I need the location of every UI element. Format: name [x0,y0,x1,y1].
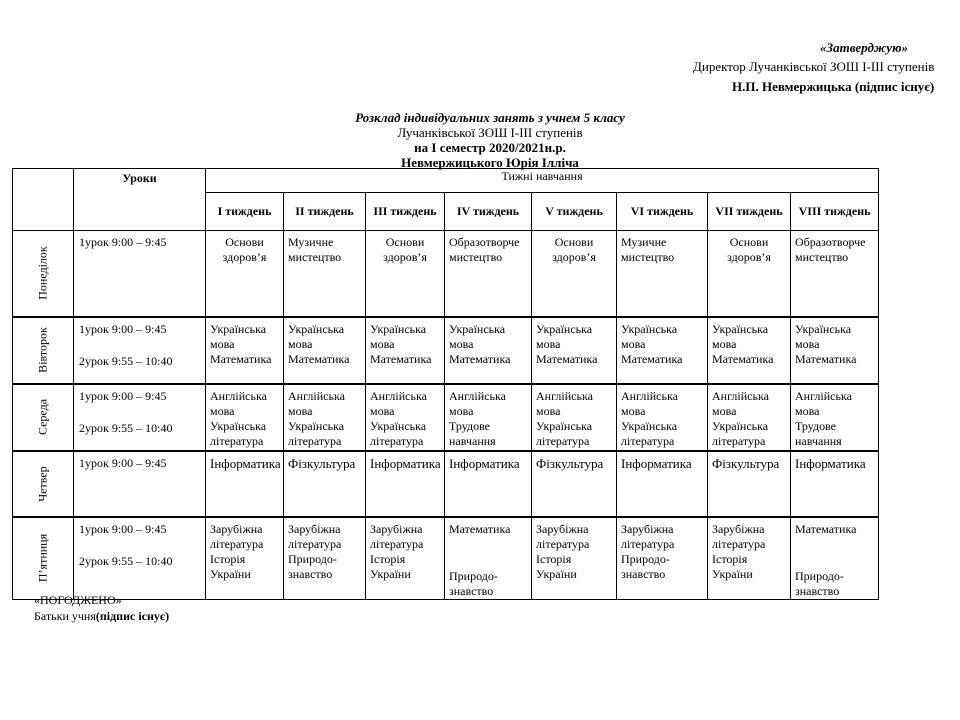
subject-cell [284,317,366,384]
subject-line: здоров’я [552,250,596,264]
subject-line: Математика [795,351,857,366]
agreed-title: «ПОГОДЖЕНО» [34,593,122,607]
lesson-1-time: 1урок 9:00 – 9:45 [79,521,167,536]
subject-line: Математика [712,351,774,366]
subject-line: Історія [370,551,406,566]
subject-line [536,471,616,486]
week-header-5: V тиждень [532,193,617,231]
subject-line: мова [795,336,820,351]
subject-line: Інформатика [449,455,520,471]
subject-line: література [288,433,342,448]
lesson-2-time: 2урок 9:55 – 10:40 [79,553,173,568]
subject-cell [791,231,879,317]
subject-cell [708,317,791,384]
subject-line: література [288,536,342,551]
approval-position: Директор Лучанківської ЗОШ І-ІІІ ступенів [693,59,935,74]
subject-line: Природо- [621,551,670,566]
day-name-cell [13,451,74,517]
subject-line: Зарубіжна [712,521,765,536]
subject-cell [708,384,791,451]
week-header-2: ІІ тиждень [284,193,366,231]
subject-cell [284,517,366,600]
lesson-2-time: 2урок 9:55 – 10:40 [79,420,173,435]
subject-cell [708,451,791,517]
subject-line: Математика [536,351,598,366]
lesson-1-time: 1урок 9:00 – 9:45 [79,235,167,249]
week-header-8: VІІІ тиждень [791,193,879,231]
subject-cell [366,517,445,600]
subject-line: Інформатика [621,455,692,471]
subject-line: Зарубіжна [210,521,263,536]
day-name-cell [13,317,74,384]
subject-line: Математика [449,351,511,366]
subject-line: здоров’я [383,250,427,264]
subject-cell [617,317,708,384]
subject-cell [532,517,617,600]
subject-line: Зарубіжна [536,521,589,536]
lesson-1-time: 1урок 9:00 – 9:45 [79,455,167,470]
subject-line: Образотворче [795,235,866,249]
subject-line: Математика [621,351,683,366]
lesson-times [74,451,206,517]
subject-cell [206,517,284,600]
subject-line: здоров’я [222,250,267,264]
subject-line: мова [449,403,474,418]
subject-line: України [210,566,251,581]
subject-line: Українська [712,321,769,336]
subject-line: Українська [621,418,678,433]
lesson-times [74,231,206,317]
subject-line [370,471,444,486]
heading-line-4: Невмержицького Юрія Ілліча [401,155,579,170]
subject-line: Англійська [536,388,593,403]
subject-line: мистецтво [795,250,849,264]
approval-title: «Затверджую» [820,40,909,55]
subject-line: України [370,566,411,581]
subject-line: література [370,433,424,448]
subject-line [621,471,707,486]
subject-line: Українська [795,321,852,336]
subject-line: література [621,536,675,551]
lessons-header: Уроки [74,169,206,231]
subject-cell [708,517,791,600]
schedule-table [12,168,879,600]
subject-line: мова [288,336,313,351]
lesson-times [74,384,206,451]
subject-cell [532,231,617,317]
subject-line: Інформатика [210,455,281,471]
subject-line: Природо- [288,551,337,566]
subject-line: Основи [554,235,594,249]
subject-line: Українська [288,418,345,433]
subject-line: Математика [795,521,857,536]
subject-line: Англійська [795,388,852,403]
subject-line: мова [536,403,561,418]
subject-line [621,367,707,382]
subject-line: знавство [449,583,494,598]
subject-cell [532,384,617,451]
subject-line: України [712,566,753,581]
subject-cell [445,517,532,600]
subject-line [712,367,790,382]
approval-signature: Н.П. Невмержицька (підпис існує) [732,79,935,94]
subject-cell [445,231,532,317]
subject-line: Музичне [621,235,667,249]
subject-cell [791,317,879,384]
subject-line: література [536,536,590,551]
agreed-parents-label: Батьки учня [34,609,96,623]
subject-cell [791,451,879,517]
day-name-cell [13,517,74,600]
subject-line: Історія [536,551,572,566]
agreed-parents [34,609,169,624]
subject-line: навчання [449,433,496,448]
subject-line: Українська [210,418,267,433]
day-name: Вівторок [35,327,50,373]
subject-line: Українська [370,321,427,336]
heading-line-1: Розклад індивідуальних занять з учнем 5 класу [355,110,625,125]
subject-line: мова [370,403,395,418]
lesson-times [74,517,206,600]
subject-line: література [536,433,590,448]
document-heading [300,110,680,170]
subject-line: Українська [536,321,593,336]
subject-cell [206,317,284,384]
subject-line: мова [370,336,395,351]
subject-line: знавство [288,566,333,581]
subject-cell [791,517,879,600]
subject-line: Англійська [712,388,769,403]
week-header-6: VІ тиждень [617,193,708,231]
day-name-cell [13,384,74,451]
subject-line: мистецтво [621,250,675,264]
subject-line [712,471,790,486]
subject-line [210,367,283,382]
subject-line: Українська [449,321,506,336]
subject-line: Українська [370,418,427,433]
subject-line: мова [712,336,737,351]
subject-line: Англійська [621,388,678,403]
day-name-cell [13,231,74,317]
subject-line [449,471,531,486]
subject-cell [366,317,445,384]
subject-line: Українська [210,321,267,336]
subject-line [449,367,531,382]
subject-line: мова [621,403,646,418]
subject-line: Англійська [288,388,345,403]
subject-line: Зарубіжна [370,521,423,536]
subject-cell [617,231,708,317]
header-corner [13,169,74,231]
subject-line: Українська [536,418,593,433]
subject-line: Англійська [370,388,427,403]
subject-line: Англійська [210,388,267,403]
subject-line [449,537,531,552]
subject-cell [617,384,708,451]
subject-line: Фізкультура [712,455,780,471]
subject-line: література [621,433,675,448]
subject-line: література [210,433,264,448]
lesson-1-time: 1урок 9:00 – 9:45 [79,388,167,403]
subject-line: Трудове [449,418,490,433]
subject-line: література [712,536,766,551]
subject-line: мова [210,403,235,418]
subject-line: Природо- [449,568,498,583]
weeks-header: Тижні навчання [206,169,879,193]
subject-cell [791,384,879,451]
subject-cell [366,451,445,517]
subject-cell [445,384,532,451]
day-name: Середа [35,398,50,436]
week-header-7: VІІ тиждень [708,193,791,231]
subject-line [536,367,616,382]
subject-line [795,471,878,486]
day-name: Четвер [35,465,50,502]
subject-line: Інформатика [370,455,441,471]
subject-cell [532,317,617,384]
subject-line: мистецтво [288,250,342,264]
day-name: Понеділок [35,246,50,301]
subject-line [288,367,365,382]
heading-line-2: Лучанківської ЗОШ І-ІІІ ступенів [397,125,583,140]
subject-line: Математика [449,521,511,536]
subject-line: мова [449,336,474,351]
subject-cell [366,231,445,317]
subject-line: навчання [795,433,842,448]
subject-cell [708,231,791,317]
subject-line: знавство [795,583,840,598]
subject-line: Зарубіжна [621,521,674,536]
subject-cell [284,451,366,517]
subject-cell [284,231,366,317]
subject-line: Українська [712,418,769,433]
lesson-2-time: 2урок 9:55 – 10:40 [79,353,173,368]
subject-line: Трудове [795,418,836,433]
subject-line: мова [795,403,820,418]
subject-cell [206,451,284,517]
subject-cell [284,384,366,451]
subject-line [795,537,878,552]
subject-line: література [210,536,264,551]
subject-line: мова [536,336,561,351]
subject-line: Фізкультура [536,455,604,471]
subject-line: Математика [370,351,432,366]
subject-line: Музичне [288,235,334,249]
subject-line [288,471,365,486]
subject-line: Образотворче [449,235,520,249]
week-header-1: І тиждень [206,193,284,231]
subject-cell [445,451,532,517]
heading-line-3: на І семестр 2020/2021н.р. [414,140,566,155]
subject-line: Основи [385,235,425,249]
subject-line: Українська [621,321,678,336]
subject-line [370,367,444,382]
subject-line: здоров’я [727,250,771,264]
subject-line: Українська [288,321,345,336]
week-header-3: ІІІ тиждень [366,193,445,231]
subject-line: Зарубіжна [288,521,341,536]
subject-line: Фізкультура [288,455,356,471]
subject-line: Основи [225,235,264,249]
subject-line: Природо- [795,568,844,583]
subject-line: Англійська [449,388,506,403]
subject-line [795,367,878,382]
subject-line: мова [210,336,235,351]
day-name: П’ятниця [35,533,50,583]
subject-line: України [536,566,577,581]
subject-cell [617,451,708,517]
subject-cell [617,517,708,600]
subject-line: Інформатика [795,455,866,471]
subject-line [210,471,283,486]
subject-line: Математика [288,351,350,366]
lesson-1-time: 1урок 9:00 – 9:45 [79,321,167,336]
subject-cell [445,317,532,384]
subject-cell [206,384,284,451]
subject-line: Історія [712,551,748,566]
subject-line: література [370,536,424,551]
subject-line: знавство [621,566,666,581]
subject-line: Основи [729,235,769,249]
subject-line: мистецтво [449,250,503,264]
subject-cell [206,231,284,317]
agreed-parents-signature: (підпис існує) [95,609,170,623]
subject-line: мова [621,336,646,351]
subject-line: Історія [210,551,246,566]
subject-line: Математика [210,351,272,366]
subject-line: література [712,433,766,448]
subject-cell [366,384,445,451]
week-header-4: ІV тиждень [445,193,532,231]
subject-line: мова [288,403,313,418]
lesson-times [74,317,206,384]
subject-cell [532,451,617,517]
subject-line: мова [712,403,737,418]
